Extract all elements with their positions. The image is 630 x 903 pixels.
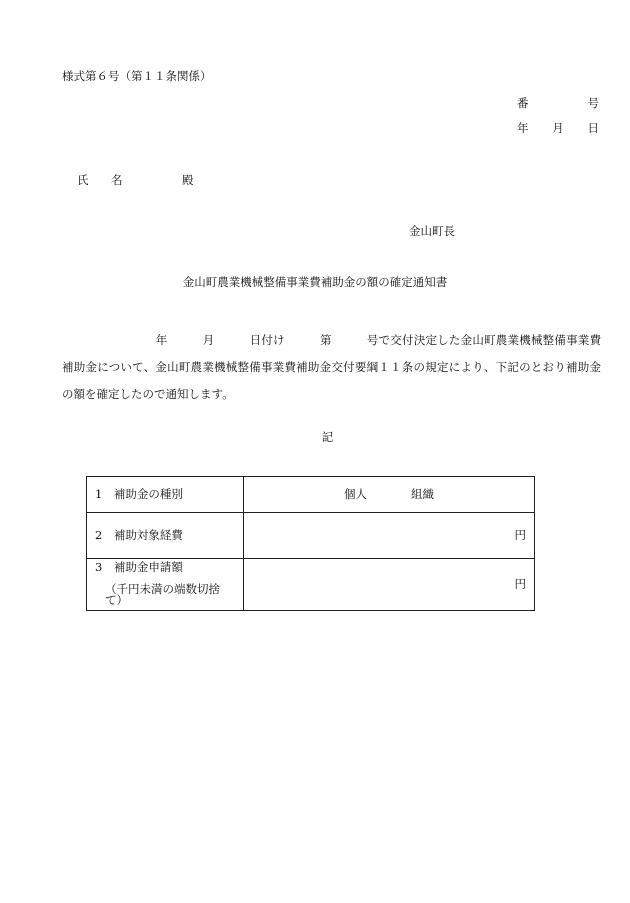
number-suffix: 号 [587, 96, 599, 110]
date-year: 年 [517, 121, 529, 135]
body-gap-2 [214, 333, 249, 347]
addressee-surname-label: 氏 [77, 173, 89, 187]
yen-unit: 円 [514, 576, 526, 591]
option-individual: 個人 [344, 486, 367, 501]
amount-cell [244, 559, 535, 611]
body-gap-3 [285, 333, 320, 347]
form-number-label: 様式第６号（第１１条関係） [62, 69, 212, 83]
document-number-line [517, 98, 599, 110]
yen-unit: 円 [514, 527, 526, 542]
row-label-cell [87, 559, 244, 611]
notice-body [62, 327, 601, 408]
body-gap-4 [332, 333, 367, 347]
row-sub-label: （千円未満の端数切捨て） [105, 581, 220, 608]
body-rest: 号で交付決定した金山町農業機械整備事業費補助金について、金山町農業機械整備事業費補助金交付要綱１１条の規定により、下記のとおり補助金の額を確定したので通知します。 [62, 333, 602, 401]
table-row [87, 559, 535, 611]
table-row [87, 477, 535, 513]
document-date-line [517, 123, 599, 135]
option-organization: 組織 [411, 486, 434, 501]
row-label: 3 補助金申請額 [95, 560, 183, 575]
subsidy-type-options [244, 477, 535, 513]
row-label: 2 補助対象経費 [87, 513, 244, 559]
addressee-line [77, 175, 194, 187]
addressee-name-label: 名 [111, 173, 123, 187]
body-month: 月 [202, 333, 215, 347]
subsidy-table [86, 476, 535, 611]
date-day: 日 [587, 121, 599, 135]
ki-heading: 記 [321, 430, 334, 444]
body-year: 年 [155, 333, 168, 347]
number-label: 番 [517, 96, 529, 110]
amount-cell [244, 513, 535, 559]
body-number-prefix: 第 [319, 333, 332, 347]
body-date-issued: 日付け [249, 333, 285, 347]
addressee-honorific: 殿 [182, 173, 194, 187]
body-gap-1 [168, 333, 203, 347]
date-month: 月 [552, 121, 564, 135]
row-label: 1 補助金の種別 [87, 477, 244, 513]
issuer-name: 金山町長 [409, 224, 455, 238]
body-indent [62, 333, 156, 347]
table-row [87, 513, 535, 559]
document-title: 金山町農業機械整備事業費補助金の額の確定通知書 [182, 275, 448, 289]
